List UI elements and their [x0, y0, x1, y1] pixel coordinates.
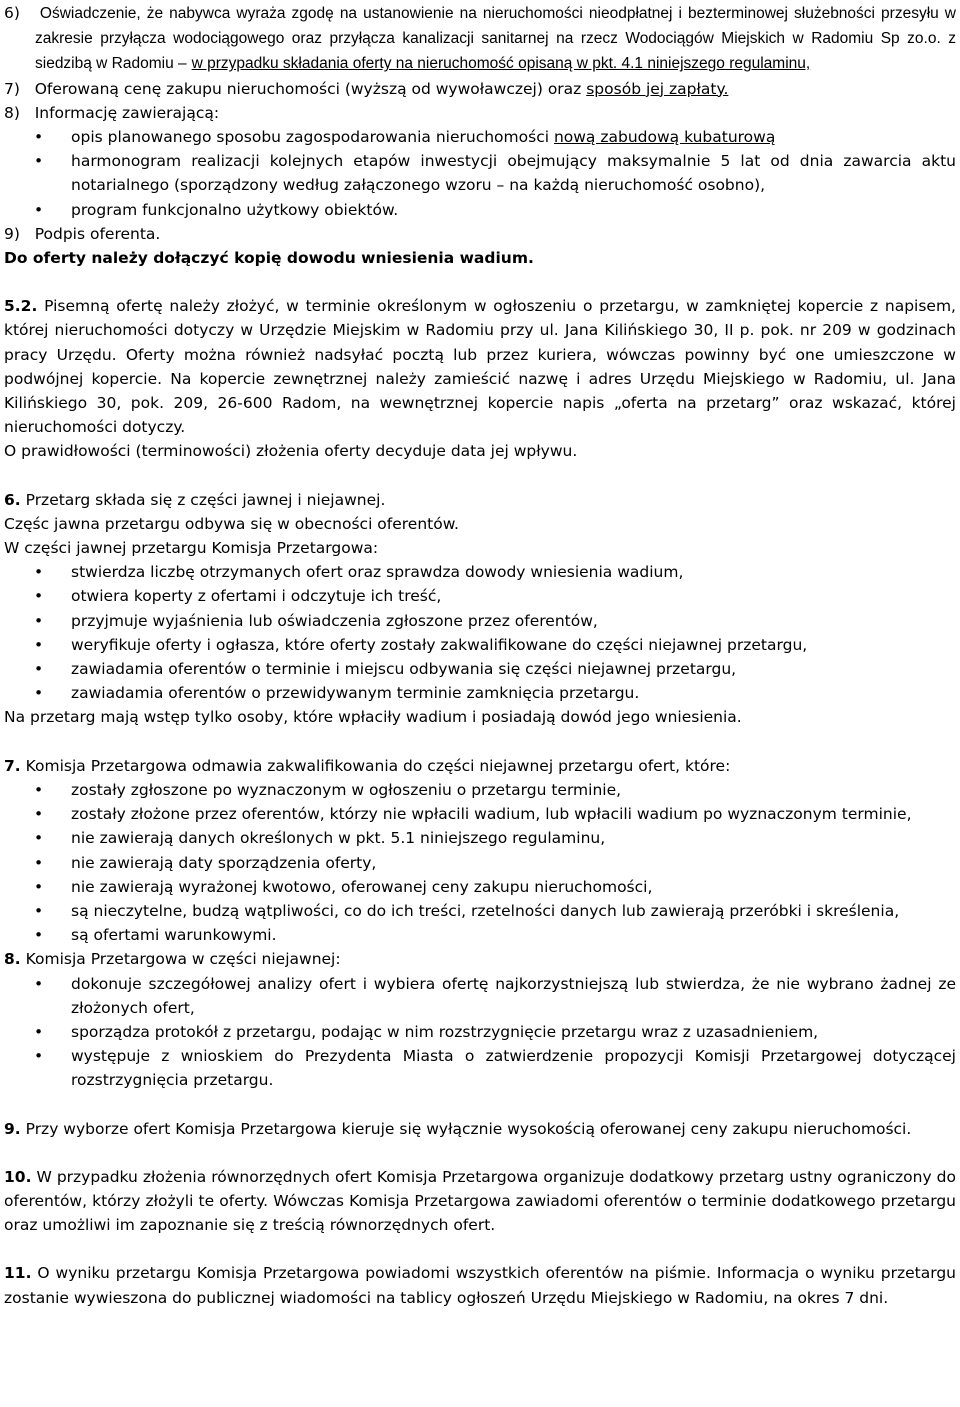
section-5-2-closing: O prawidłowości (terminowości) złożenia oferty decyduje data jej wpływu.: [4, 442, 578, 461]
bullet-icon: •: [34, 805, 44, 824]
section-6-closing: Na przetarg mają wstęp tylko osoby, które wpłaciły wadium i posiadają dowód jego wniesienia.: [4, 708, 742, 727]
bullet-icon: •: [34, 660, 44, 679]
section-10: 10. W przypadku złożenia równorzędnych ofert Komisja Przetargowa organizuje dodatkowy przetarg ustny ograniczony do oferentów, którzy złożyli te oferty. Wówczas Komisja Przetargowa zawiadomi oferentów o terminie dodatkowego przetargu oraz umożliwi im zapoznanie się z treścią równorzędnych ofert.: [4, 1167, 956, 1235]
section-6-line-2: Częśc jawna przetargu odbywa się w obecności oferentów.: [4, 514, 459, 533]
bullet-icon: •: [34, 587, 44, 606]
list-item: • nie zawierają danych określonych w pkt. 5.1 niniejszego regulaminu,: [4, 826, 956, 850]
bullet-icon: •: [34, 684, 44, 703]
bullet-icon: •: [34, 611, 44, 630]
list-item: • zawiadamia oferentów o terminie i miejscu odbywania się części niejawnej przetargu,: [4, 657, 956, 681]
item-6-statement: 6) Oświadczenie, że nabywca wyraża zgodę na ustanowienie na nieruchomości nieodpłatnej i bezterminowej służebności przesyłu w zakresie przyłącza wodociągowego oraz przyłącza kanalizacji sanitarnej na rzecz Wodociągów Miejskich w Radomiu Sp zo.o. z siedzibą w Radomiu – w przypadku składania oferty na nieruchomość opisaną w pkt. 4.1 niniejszego regulaminu,: [4, 4, 956, 73]
list-item: • nie zawierają daty sporządzenia oferty,: [4, 851, 956, 875]
section-5-2: 5.2. Pisemną ofertę należy złożyć, w terminie określonym w ogłoszeniu o przetargu, w zamkniętej kopercie z napisem, której nieruchomości dotyczy w Urzędzie Miejskim w Radomiu przy ul. Jana Kilińskiego 30, II p. pok. nr 209 w godzinach pracy Urzędu. Oferty można również nadsyłać pocztą lub przez kuriera, wówczas powinny być one umieszczone w podwójnej kopercie. Na kopercie zewnętrznej należy zamieścić nazwę i adres Urzędu Miejskiego w Radomiu, ul. Jana Kilińskiego 30, pok. 209, 26-600 Radom, na wewnętrznej kopercie napis „oferta na przetarg” oraz wskazać, której nieruchomości dotyczy.: [4, 297, 956, 437]
list-item: • weryfikuje oferty i ogłasza, które oferty zostały zakwalifikowane do części niejawnej przetargu,: [4, 633, 956, 657]
section-6: 6. Przetarg składa się z części jawnej i niejawnej.: [4, 490, 386, 509]
list-item: • zostały zgłoszone po wyznaczonym w ogłoszeniu o przetargu terminie,: [4, 778, 956, 802]
list-item: • nie zawierają wyrażonej kwotowo, oferowanej ceny zakupu nieruchomości,: [4, 875, 956, 899]
list-item: • sporządza protokół z przetargu, podając w nim rozstrzygnięcie przetargu wraz z uzasadnieniem,: [4, 1020, 956, 1044]
list-item: • występuje z wnioskiem do Prezydenta Miasta o zatwierdzenie propozycji Komisji Przetargowej dotyczącej rozstrzygnięcia przetargu.: [4, 1044, 956, 1092]
section-6-line-3: W części jawnej przetargu Komisja Przetargowa:: [4, 539, 379, 558]
list-item: • stwierdza liczbę otrzymanych ofert oraz sprawdza dowody wniesienia wadium,: [4, 560, 956, 584]
bullet-icon: •: [34, 829, 44, 848]
bullet-icon: •: [34, 877, 44, 896]
bullet-icon: •: [34, 1047, 44, 1066]
item-6-text: Oświadczenie, że nabywca wyraża zgodę na ustanowienie na nieruchomości nieodpłatnej i bezterminowej służebności przesyłu w zakresie przyłącza wodociągowego oraz przyłącza kanalizacji sanitarnej na rzecz Wodociągów Miejskich w Radomiu Sp zo.o. z siedzibą w Radomiu –: [35, 5, 956, 73]
list-item: • są nieczytelne, budzą wątpliwości, co do ich treści, rzetelności danych lub zawierają przeróbki i skreślenia,: [4, 899, 956, 923]
bullet-icon: •: [34, 901, 44, 920]
list-item: • dokonuje szczegółowej analizy ofert i wybiera ofertę najkorzystniejszą lub stwierdza, że nie wybrano żadnej ze złożonych ofert,: [4, 972, 956, 1020]
list-item: • opis planowanego sposobu zagospodarowania nieruchomości nową zabudową kubaturową: [4, 125, 956, 149]
item-9-signature: 9) Podpis oferenta.: [4, 224, 161, 243]
list-item: • przyjmuje wyjaśnienia lub oświadczenia zgłoszone przez oferentów,: [4, 609, 956, 633]
list-item: • program funkcjonalno użytkowy obiektów.: [4, 198, 956, 222]
section-7: 7. Komisja Przetargowa odmawia zakwalifikowania do części niejawnej przetargu ofert, które:: [4, 756, 731, 775]
bullet-icon: •: [34, 1022, 44, 1041]
bullet-icon: •: [34, 974, 44, 993]
wadium-note: Do oferty należy dołączyć kopię dowodu wniesienia wadium.: [4, 249, 534, 268]
list-item: • zostały złożone przez oferentów, którzy nie wpłacili wadium, lub wpłacili wadium po wyznaczonym terminie,: [4, 802, 956, 826]
section-8: 8. Komisja Przetargowa w części niejawnej:: [4, 950, 341, 969]
section-11: 11. O wyniku przetargu Komisja Przetargowa powiadomi wszystkich oferentów na piśmie. Informacja o wyniku przetargu zostanie wywieszona do publicznej wiadomości na tablicy ogłoszeń Urzędu Miejskiego w Radomiu, na okres 7 dni.: [4, 1264, 956, 1307]
item-8-information: 8) Informację zawierającą:: [4, 103, 220, 122]
list-item: • otwiera koperty z ofertami i odczytuje ich treść,: [4, 584, 956, 608]
bullet-icon: •: [34, 853, 44, 872]
list-item: • harmonogram realizacji kolejnych etapów inwestycji obejmujący maksymalnie 5 lat od dnia zawarcia aktu notarialnego (sporządzony według załączonego wzoru – na każdą nieruchomość osobno),: [4, 149, 956, 197]
bullet-icon: •: [34, 128, 44, 147]
list-item: • są ofertami warunkowymi.: [4, 923, 956, 947]
item-7-price: 7) Oferowaną cenę zakupu nieruchomości (wyższą od wywoławczej) oraz sposób jej zapłaty.: [4, 79, 729, 98]
bullet-icon: •: [34, 780, 44, 799]
bullet-icon: •: [34, 635, 44, 654]
list-item: • zawiadamia oferentów o przewidywanym terminie zamknięcia przetargu.: [4, 681, 956, 705]
item-6-text-underlined: w przypadku składania oferty na nieruchomość opisaną w pkt. 4.1 niniejszego regulaminu,: [191, 55, 811, 73]
bullet-icon: •: [34, 926, 44, 945]
bullet-icon: •: [34, 200, 44, 219]
section-9: 9. Przy wyborze ofert Komisja Przetargowa kieruje się wyłącznie wysokością oferowanej ceny zakupu nieruchomości.: [4, 1119, 912, 1138]
bullet-icon: •: [34, 563, 44, 582]
bullet-icon: •: [34, 152, 44, 171]
